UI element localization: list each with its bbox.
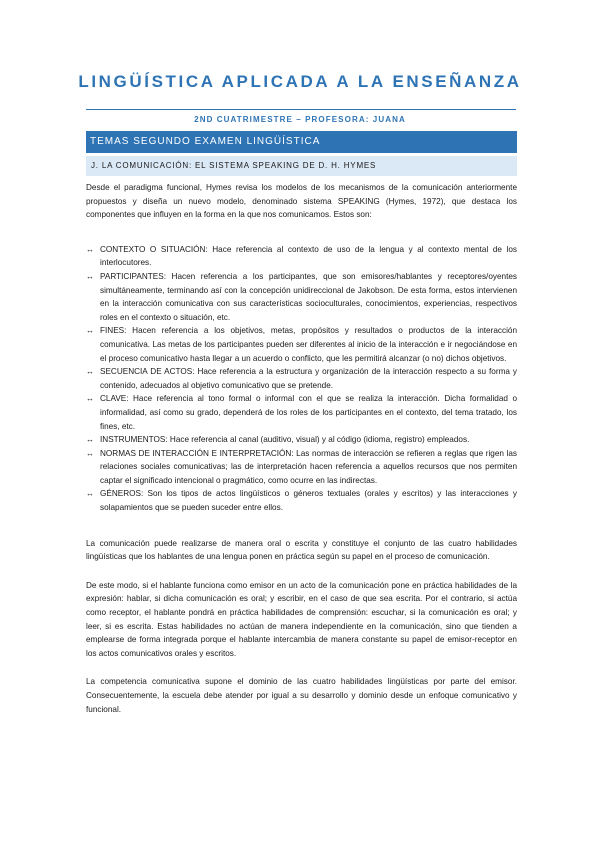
double-arrow-icon: ↔ bbox=[86, 367, 94, 377]
document-subtitle: 2ND CUATRIMESTRE – PROFESORA: JUANA bbox=[194, 115, 406, 124]
list-item-text: CLAVE: Hace referencia al tono formal o informal con el que se realiza la interacción. Dicha formalidad o informalidad, así como su grado, dependerá de los roles de los participantes en el contexto, del tema tratado, los fines, etc. bbox=[100, 394, 517, 431]
list-item-text: FINES: Hacen referencia a los objetivos, metas, propósitos y resultados o productos de la interacción comunicativa. Las metas de los participantes pueden ser diferentes al inicio de la interacción e ir negociándose en el proceso comunicativo hasta llegar a un acuerdo o conflicto, que les permitirá alcanzar (o no) dichos objetivos. bbox=[100, 326, 517, 363]
list-item bbox=[86, 243, 517, 270]
double-arrow-icon: ↔ bbox=[86, 271, 94, 281]
list-item-text: INSTRUMENTOS: Hace referencia al canal (auditivo, visual) y al código (idioma, registro) empleados. bbox=[100, 435, 470, 445]
subsection-header: J. LA COMUNICACIÓN: EL SISTEMA SPEAKING DE D. H. HYMES bbox=[86, 156, 517, 176]
list-item-text: GÉNEROS: Son los tipos de actos lingüísticos o géneros textuales (orales y escritos) y las interacciones y solapamientos que se pueden suceder entre ellos. bbox=[100, 489, 517, 513]
double-arrow-icon: ↔ bbox=[86, 448, 94, 458]
double-arrow-icon: ↔ bbox=[86, 244, 94, 254]
body-paragraph: La competencia comunicativa supone el dominio de las cuatro habilidades lingüísticas por parte del emisor. Consecuentemente, la escuela debe atender por igual a su desarrollo y dominio desde un enfoque comunicativo y funcional. bbox=[86, 677, 517, 714]
body-paragraph: De este modo, si el hablante funciona como emisor en un acto de la comunicación pone en práctica habilidades de la expresión: hablar, si dicha comunicación es oral; y escribir, en el caso de que sea escrita. Por el contrario, si actúa como receptor, el hablante pondrá en práctica habilidades de comprensión: escuchar, si la comunicación es oral; y leer, si es escrita. Estas habilidades no actúan de manera independiente en la comunicación, sino que tienden a emplearse de forma integrada porque el hablante intercambia de manera constante su papel de emisor-receptor en los actos comunicativos orales y escritos. bbox=[86, 580, 517, 658]
list-item-text: NORMAS DE INTERACCIÓN E INTERPRETACIÓN: Las normas de interacción se refieren a reglas que rigen las relaciones sociales comunicativas; las de interpretación hacen referencia a aquellos recursos que nos permiten captar el significado intencional o pragmático, como ocurre en las indirectas. bbox=[100, 448, 517, 485]
list-item bbox=[86, 324, 517, 365]
speaking-components-list bbox=[86, 243, 517, 515]
double-arrow-icon: ↔ bbox=[86, 326, 94, 336]
list-item bbox=[86, 365, 517, 392]
double-arrow-icon: ↔ bbox=[86, 394, 94, 404]
list-item bbox=[86, 487, 517, 514]
list-item-text: PARTICIPANTES: Hacen referencia a los participantes, que son emisores/hablantes y receptores/oyentes simultáneamente, terminando así con la concepción unidireccional de Jakobson. De esta forma, estos intervienen en la interacción comunicativa con sus características socioculturales, conocimientos, experiencias, respectivos roles en el contexto o situación, etc. bbox=[100, 271, 517, 322]
list-item bbox=[86, 447, 517, 488]
list-item-text: SECUENCIA DE ACTOS: Hace referencia a la estructura y organización de la interacción respecto a su forma y contenido, adecuados al objetivo comunicativo que se pretende. bbox=[100, 367, 517, 390]
document-body bbox=[86, 181, 517, 716]
list-item-text: CONTEXTO O SITUACIÓN: Hace referencia al contexto de uso de la lengua y al contexto mental de los interlocutores. bbox=[100, 244, 517, 268]
list-item bbox=[86, 433, 517, 447]
body-paragraph: La comunicación puede realizarse de manera oral o escrita y constituye el conjunto de las cuatro habilidades lingüísticas que los hablantes de una lengua ponen en práctica según su papel en el proceso de comunicación. bbox=[86, 538, 517, 562]
intro-paragraph: Desde el paradigma funcional, Hymes revisa los modelos de los mecanismos de la comunicación anteriormente propuestos y diseña un nuevo modelo, denominado sistema SPEAKING (Hymes, 1972), que destaca los componentes que influyen en la forma en la que nos comunicamos. Estos son: bbox=[86, 183, 517, 220]
double-arrow-icon: ↔ bbox=[86, 435, 94, 445]
list-item bbox=[86, 392, 517, 433]
section-header: TEMAS SEGUNDO EXAMEN LINGÜÍSTICA bbox=[86, 131, 517, 153]
title-divider bbox=[86, 109, 516, 110]
document-title: LINGÜÍSTICA APLICADA A LA ENSEÑANZA bbox=[78, 72, 522, 91]
list-item bbox=[86, 270, 517, 324]
double-arrow-icon: ↔ bbox=[86, 489, 94, 499]
